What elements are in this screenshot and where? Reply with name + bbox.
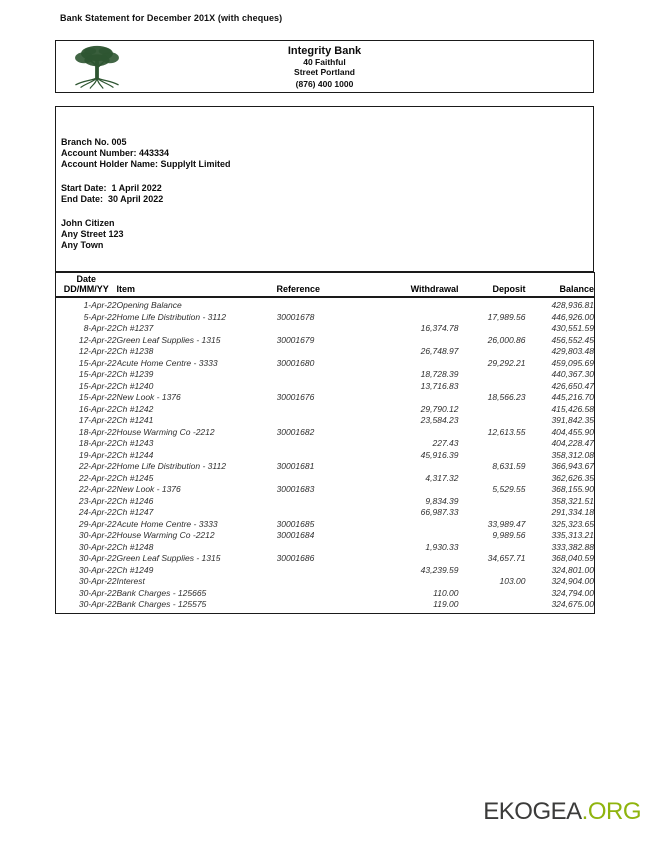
cell-deposit: [459, 565, 526, 577]
cell-balance: 324,794.00: [551, 587, 594, 598]
cell-deposit: [459, 438, 526, 450]
header-deposit: Deposit: [459, 273, 526, 298]
cell-date: 17-Apr-22: [78, 415, 117, 425]
cell-date: 29-Apr-22: [78, 518, 117, 529]
cell-reference: [277, 415, 382, 427]
cell-reference: [277, 599, 382, 613]
header-item: Item: [117, 273, 277, 298]
table-row: [56, 507, 595, 519]
cell-balance: 324,904.00: [551, 576, 594, 586]
cell-item: Ch #1248: [116, 541, 154, 552]
cell-balance: 324,675.00: [551, 599, 594, 609]
cell-item: Ch #1238: [116, 346, 154, 356]
table-row: [56, 553, 595, 565]
cell-item: Ch #1244: [116, 449, 154, 460]
header-reference: Reference: [277, 273, 382, 298]
table-row: [56, 588, 595, 600]
cell-balance: 459,095.69: [551, 357, 594, 368]
table-row: [56, 392, 595, 404]
cell-deposit: [459, 369, 526, 381]
cell-balance: 333,382.88: [551, 541, 594, 552]
cell-date: 16-Apr-22: [78, 403, 117, 414]
cell-reference: [277, 297, 382, 312]
header-date: [56, 273, 117, 298]
cell-deposit: 103.00: [499, 576, 526, 586]
table-row: [56, 519, 595, 531]
cell-withdrawal: 29,790.12: [420, 403, 459, 414]
cell-item: Bank Charges - 125665: [116, 587, 207, 598]
cell-deposit: 8,631.59: [492, 461, 526, 471]
cell-deposit: [459, 415, 526, 427]
cell-balance: 325,323.65: [551, 518, 594, 529]
cell-deposit: [459, 450, 526, 462]
footer-brand: EKOGEA: [483, 798, 582, 825]
cell-date: 22-Apr-22: [78, 484, 117, 494]
end-date: End Date: 30 April 2022: [61, 194, 164, 204]
table-row: [56, 484, 595, 496]
cell-reference: 30001678: [276, 311, 315, 322]
cell-item: Ch #1243: [116, 438, 154, 448]
cell-withdrawal: 66,987.33: [420, 507, 459, 517]
cell-withdrawal: [382, 427, 459, 439]
cell-item: Opening Balance: [116, 300, 182, 310]
cell-date: 15-Apr-22: [78, 369, 117, 379]
cell-item: Ch #1246: [116, 495, 154, 506]
cell-withdrawal: 43,239.59: [420, 564, 459, 575]
cell-deposit: [459, 381, 526, 393]
table-row: [56, 346, 595, 358]
cell-date: 22-Apr-22: [78, 461, 117, 471]
cell-reference: 30001683: [276, 484, 315, 494]
cell-date: 15-Apr-22: [78, 392, 117, 402]
start-date: Start Date: 1 April 2022: [61, 183, 162, 193]
cell-withdrawal: 45,916.39: [420, 449, 459, 460]
cell-deposit: 26,000.86: [487, 334, 526, 345]
cell-reference: [277, 346, 382, 358]
header-withdrawal: Withdrawal: [382, 273, 459, 298]
cell-reference: [277, 323, 382, 335]
table-row: [56, 599, 595, 613]
cell-withdrawal: [382, 576, 459, 588]
table-row: [56, 496, 595, 508]
cell-balance: 324,801.00: [551, 564, 594, 575]
cell-reference: [277, 438, 382, 450]
cell-balance: 335,313.21: [551, 530, 594, 540]
cell-reference: 30001685: [276, 518, 315, 529]
bank-phone: (876) 400 1000: [295, 79, 354, 89]
table-row: [56, 358, 595, 370]
cell-balance: 456,552.45: [551, 334, 594, 345]
cell-balance: 426,650.47: [551, 380, 594, 391]
cell-balance: 368,040.59: [551, 553, 594, 563]
cell-reference: 30001681: [276, 461, 315, 471]
table-row: [56, 565, 595, 577]
cell-item: Ch #1240: [116, 380, 154, 391]
cell-reference: 30001679: [276, 334, 315, 345]
account-holder-name: Account Holder Name: SupplyIt Limited: [61, 159, 231, 169]
cell-reference: [277, 381, 382, 393]
cell-item: Acute Home Centre - 3333: [116, 518, 218, 529]
cell-item: House Warming Co -2212: [116, 530, 215, 540]
cell-deposit: [459, 588, 526, 600]
cell-balance: 445,216.70: [551, 392, 594, 402]
cell-reference: [277, 542, 382, 554]
header-date-line1: Date: [76, 274, 96, 284]
cell-reference: 30001680: [276, 357, 315, 368]
cell-deposit: 34,657.71: [487, 553, 526, 563]
bank-address-line1: 40 Faithful: [303, 57, 346, 67]
cell-date: 30-Apr-22: [78, 587, 117, 598]
cell-reference: [277, 507, 382, 519]
cell-reference: 30001684: [276, 530, 315, 540]
cell-withdrawal: 9,834.39: [425, 495, 459, 506]
cell-balance: 428,936.81: [551, 300, 594, 310]
cell-item: Green Leaf Supplies - 1315: [116, 553, 221, 563]
footer-tld: .ORG: [581, 798, 641, 825]
cell-item: Ch #1249: [116, 564, 154, 575]
cell-deposit: 18,566.23: [487, 392, 526, 402]
cell-withdrawal: [382, 392, 459, 404]
table-row: [56, 530, 595, 542]
cell-balance: 362,626.35: [551, 472, 594, 483]
cell-date: 12-Apr-22: [78, 346, 117, 356]
table-row: [56, 576, 595, 588]
cell-deposit: [459, 404, 526, 416]
cell-withdrawal: 16,374.78: [420, 323, 459, 333]
cell-date: 30-Apr-22: [78, 599, 117, 609]
cell-date: 30-Apr-22: [78, 564, 117, 575]
customer-name: John Citizen: [61, 218, 115, 228]
cell-date: 30-Apr-22: [78, 530, 117, 540]
cell-item: Ch #1242: [116, 403, 154, 414]
cell-item: Ch #1239: [116, 369, 154, 379]
table-row: [56, 473, 595, 485]
cell-date: 18-Apr-22: [78, 438, 117, 448]
customer-town: Any Town: [61, 240, 104, 250]
cell-date: 8-Apr-22: [83, 323, 117, 333]
cell-deposit: 9,989.56: [492, 530, 526, 540]
header-date-line2: DD/MM/YY: [63, 284, 109, 294]
cell-balance: 358,321.51: [551, 495, 594, 506]
table-row: [56, 427, 595, 439]
bank-info: [56, 45, 593, 89]
cell-withdrawal: 4,317.32: [425, 472, 459, 483]
table-row: [56, 404, 595, 416]
cell-deposit: 33,989.47: [487, 518, 526, 529]
cell-withdrawal: [382, 297, 459, 312]
cell-item: Acute Home Centre - 3333: [116, 357, 218, 368]
cell-reference: [277, 369, 382, 381]
cell-deposit: [459, 297, 526, 312]
table-row: [56, 450, 595, 462]
table-row: [56, 381, 595, 393]
cell-date: 18-Apr-22: [78, 426, 117, 437]
account-info-box: [55, 106, 594, 272]
cell-deposit: [459, 507, 526, 519]
cell-deposit: [459, 323, 526, 335]
cell-balance: 440,367.30: [551, 369, 594, 379]
cell-deposit: [459, 542, 526, 554]
table-row: [56, 297, 595, 312]
cell-withdrawal: 119.00: [433, 599, 459, 609]
table-row: [56, 312, 595, 324]
cell-reference: 30001682: [276, 426, 315, 437]
bank-header-box: [55, 40, 594, 93]
cell-deposit: [459, 496, 526, 508]
cell-withdrawal: 227.43: [432, 438, 459, 448]
cell-item: Bank Charges - 125575: [116, 599, 207, 609]
cell-deposit: 5,529.55: [492, 484, 526, 494]
cell-item: Home Life Distribution - 3112: [116, 311, 226, 322]
table-row: [56, 438, 595, 450]
cell-deposit: 17,989.56: [487, 311, 526, 322]
account-number: Account Number: 443334: [61, 148, 170, 158]
cell-reference: 30001686: [276, 553, 315, 563]
cell-item: New Look - 1376: [116, 484, 181, 494]
cell-balance: 291,334.18: [551, 507, 594, 517]
page-title: Bank Statement for December 201X (with cheques): [60, 13, 283, 23]
cell-balance: 366,943.67: [551, 461, 594, 471]
cell-withdrawal: [382, 553, 459, 565]
table-row: [56, 461, 595, 473]
cell-deposit: [459, 599, 526, 613]
cell-withdrawal: [382, 530, 459, 542]
cell-balance: 429,803.48: [551, 346, 594, 356]
cell-withdrawal: [382, 519, 459, 531]
branch-number: Branch No. 005: [61, 137, 127, 147]
cell-date: 12-Apr-22: [78, 334, 117, 345]
cell-deposit: [459, 346, 526, 358]
cell-reference: 30001676: [276, 392, 315, 402]
cell-withdrawal: [382, 358, 459, 370]
cell-date: 30-Apr-22: [78, 553, 117, 563]
cell-item: Ch #1245: [116, 472, 154, 483]
statement-table-body: [56, 297, 595, 613]
cell-reference: [277, 450, 382, 462]
cell-date: 30-Apr-22: [78, 541, 117, 552]
cell-balance: 430,551.59: [551, 323, 594, 333]
table-header-row: [56, 273, 595, 298]
cell-balance: 404,455.90: [551, 426, 594, 437]
cell-withdrawal: [382, 335, 459, 347]
cell-date: 30-Apr-22: [78, 576, 117, 586]
cell-withdrawal: 18,728.39: [420, 369, 459, 379]
cell-balance: 446,926.00: [551, 311, 594, 322]
cell-date: 23-Apr-22: [78, 495, 117, 506]
cell-item: Green Leaf Supplies - 1315: [116, 334, 221, 345]
cell-balance: 358,312.08: [551, 449, 594, 460]
cell-date: 22-Apr-22: [78, 472, 117, 483]
cell-reference: [277, 576, 382, 588]
cell-item: Ch #1237: [116, 323, 154, 333]
table-row: [56, 335, 595, 347]
cell-item: New Look - 1376: [116, 392, 181, 402]
customer-street: Any Street 123: [61, 229, 124, 239]
cell-date: 24-Apr-22: [78, 507, 117, 517]
cell-deposit: [459, 473, 526, 485]
cell-reference: [277, 588, 382, 600]
header-balance: Balance: [526, 273, 595, 298]
cell-date: 5-Apr-22: [83, 311, 117, 322]
cell-withdrawal: 1,930.33: [425, 541, 459, 552]
table-row: [56, 542, 595, 554]
cell-reference: [277, 496, 382, 508]
table-row: [56, 323, 595, 335]
cell-deposit: 12,613.55: [487, 426, 526, 437]
cell-withdrawal: 13,716.83: [420, 380, 459, 391]
cell-date: 1-Apr-22: [83, 300, 117, 310]
cell-reference: [277, 565, 382, 577]
table-row: [56, 369, 595, 381]
cell-item: Interest: [116, 576, 145, 586]
cell-withdrawal: [382, 312, 459, 324]
statement-table: [55, 272, 595, 614]
cell-withdrawal: 26,748.97: [420, 346, 459, 356]
cell-item: Ch #1247: [116, 507, 154, 517]
bank-name: Integrity Bank: [287, 45, 362, 57]
cell-balance: 391,842.35: [551, 415, 594, 425]
cell-date: 19-Apr-22: [78, 449, 117, 460]
cell-balance: 368,155.90: [551, 484, 594, 494]
cell-item: House Warming Co -2212: [116, 426, 215, 437]
cell-withdrawal: [382, 484, 459, 496]
cell-item: Home Life Distribution - 3112: [116, 461, 226, 471]
cell-balance: 404,228.47: [551, 438, 594, 448]
cell-withdrawal: [382, 461, 459, 473]
bank-address-line2: Street Portland: [294, 67, 355, 77]
footer-logo: [483, 798, 641, 826]
cell-balance: 415,426.58: [551, 403, 594, 414]
cell-date: 15-Apr-22: [78, 380, 117, 391]
table-row: [56, 415, 595, 427]
cell-reference: [277, 473, 382, 485]
cell-withdrawal: 23,584.23: [420, 415, 459, 425]
cell-deposit: 29,292.21: [487, 357, 526, 368]
cell-reference: [277, 404, 382, 416]
cell-item: Ch #1241: [116, 415, 154, 425]
cell-withdrawal: 110.00: [433, 587, 459, 598]
cell-date: 15-Apr-22: [78, 357, 117, 368]
